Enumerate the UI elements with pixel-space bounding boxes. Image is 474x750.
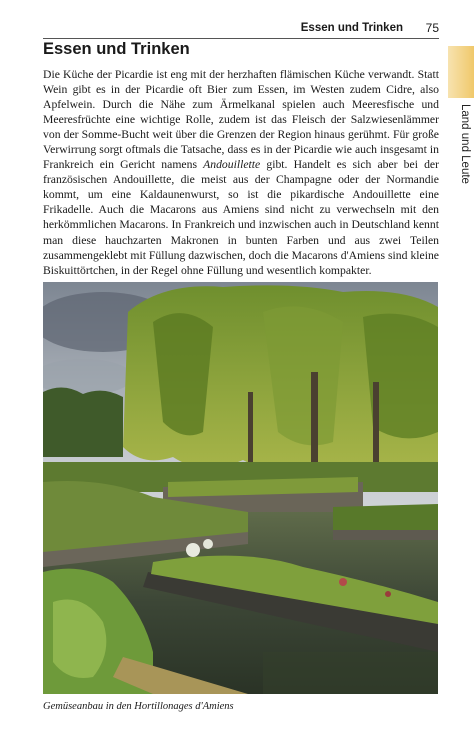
body-text-part-2: gibt. Handelt es sich aber bei der französischen Andouillette, die meist aus der Champagne oder der Normandie kommt, um eine Kaldaunenwurst, so ist die pikardische Andouillette eine Frikadelle. Auch die Macarons aus Amiens sind nicht zu verwechseln mit den herkömmlichen Macarons. In Frankreich und inzwischen auch in Deutschland kennt man diese hauchzarten Makronen in bunten Farben und aus zwei Teilen zusammengeklebt mit Füllung dazwischen, doch die Macarons d'Amiens sind kleine Biskuittörtchen, in der Regel ohne Füllung und wesentlich kompakter. (43, 158, 439, 277)
section-title: Essen und Trinken (43, 40, 190, 58)
running-header (43, 18, 439, 39)
body-text-part-1: Die Küche der Picardie ist eng mit der herzhaften flämischen Küche verwandt. Statt Wein gibt es in der Picardie oft Bier zum Essen, im Westen zudem Cidre, also Apfelwein. Durch die Nähe zum Ärmelkanal spielen auch Meeresfische und Meeresfrüchte eine wichtige Rolle, zudem ist das Fleisch der Salzwiesenlämmer von der Somme-Bucht weit über die Grenzen der Region hinaus gerühmt. Für große Verwirrung sorgt oftmals die Tatsache, dass es in der Picardie wie auch insgesamt in Frankreich ein Gericht namens (43, 68, 439, 172)
chapter-tab (448, 46, 474, 98)
body-text-emphasis: Andouillette (203, 158, 261, 172)
body-paragraph (43, 67, 439, 278)
chapter-tab-label: Land und Leute (459, 104, 471, 184)
figure-caption: Gemüseanbau in den Hortillonages d'Amiens (43, 701, 234, 712)
garden-photo (43, 282, 438, 694)
header-title: Essen und Trinken (300, 22, 403, 34)
page-number: 75 (425, 21, 439, 35)
